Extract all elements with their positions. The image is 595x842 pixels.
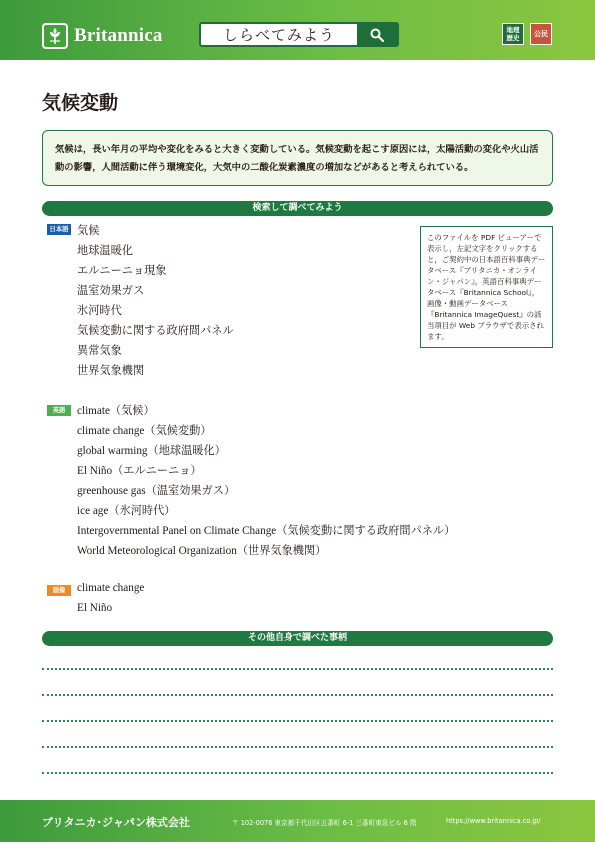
page-title: 気候変動 xyxy=(42,92,119,114)
note-text: このファイルを PDF ビューアーで表示し，左記文字をクリックすると，ご契約中の日本語百科事典データベース『ブリタニカ・オンライン・ジャパン』，英語百科事典データベース『Britannica School』，画像・動画データベース『Britannica ImageQuest』の該当項目が Web ブラウザで表示されます。 xyxy=(427,233,546,341)
writing-line xyxy=(42,668,553,670)
search-box[interactable] xyxy=(199,22,399,47)
writing-line xyxy=(42,694,553,696)
keyword-link-ja[interactable]: 氷河時代 xyxy=(77,305,122,317)
keyword-link-en[interactable]: global warming（地球温暖化） xyxy=(77,445,226,457)
writing-line xyxy=(42,746,553,748)
keyword-link-ja[interactable]: 気候変動に関する政府間パネル xyxy=(77,325,234,337)
search-icon xyxy=(370,28,384,42)
image-tag: 画像 xyxy=(47,585,71,596)
keyword-link-en[interactable]: ice age（氷河時代） xyxy=(77,505,176,517)
keyword-link-en[interactable]: greenhouse gas（温室効果ガス） xyxy=(77,485,236,497)
other-section-bar: その他自身で調べた事柄 xyxy=(42,631,553,646)
keyword-link-en[interactable]: climate change（気候変動） xyxy=(77,425,212,437)
intro-box xyxy=(42,130,553,186)
footer-url-link[interactable]: https://www.britannica.co.jp/ xyxy=(446,817,541,825)
thistle-logo-icon xyxy=(42,23,68,49)
header-bar xyxy=(0,0,595,60)
keyword-link-image[interactable]: climate change xyxy=(77,582,145,594)
search-label: しらべてみよう xyxy=(222,26,335,44)
subject-badge-line1: 地理 xyxy=(506,26,520,34)
keyword-link-ja[interactable]: 地球温暖化 xyxy=(77,245,133,257)
civics-badge: 公民 xyxy=(530,23,552,45)
britannica-logo[interactable] xyxy=(42,22,163,50)
english-tag: 英語 xyxy=(47,405,71,416)
keyword-link-image[interactable]: El Niño xyxy=(77,602,113,614)
intro-text: 気候は，長い年月の平均や変化をみると大きく変動している。気候変動を起こす原因には，太陽活動の変化や火山活動の影響，人間活動に伴う環境変化，大気中の二酸化炭素濃度の増加などがあると考えられている。 xyxy=(55,144,539,173)
keyword-link-en[interactable]: El Niño（エルニーニョ） xyxy=(77,465,202,477)
keyword-link-ja[interactable]: 世界気象機関 xyxy=(77,365,145,377)
search-button[interactable] xyxy=(357,24,397,45)
logo-text: Britannica xyxy=(74,25,163,46)
footer-company: ブリタニカ･ジャパン株式会社 xyxy=(42,816,190,829)
footer-bar xyxy=(0,800,595,842)
japanese-tag: 日本語 xyxy=(47,224,71,235)
writing-line xyxy=(42,720,553,722)
keyword-link-ja[interactable]: エルニーニョ現象 xyxy=(77,265,167,277)
keyword-link-ja[interactable]: 異常気象 xyxy=(77,345,122,357)
keyword-link-ja[interactable]: 温室効果ガス xyxy=(77,285,145,297)
footer-address: 〒 102-0076 東京都千代田区五番町 6-1 三番町東急ビル 6 階 xyxy=(232,819,417,827)
subject-badge-line2: 歴史 xyxy=(506,34,520,42)
keyword-link-en[interactable]: Intergovernmental Panel on Climate Change（気候変動に関する政府間パネル） xyxy=(77,525,456,537)
subject-badge xyxy=(502,23,524,45)
note-box xyxy=(420,226,553,348)
keyword-link-ja[interactable]: 気候 xyxy=(77,225,100,237)
keyword-link-en[interactable]: climate（気候） xyxy=(77,405,155,417)
writing-line xyxy=(42,772,553,774)
keyword-link-en[interactable]: World Meteorological Organization（世界気象機関） xyxy=(77,545,327,557)
search-section-bar: 検索して調べてみよう xyxy=(42,201,553,216)
